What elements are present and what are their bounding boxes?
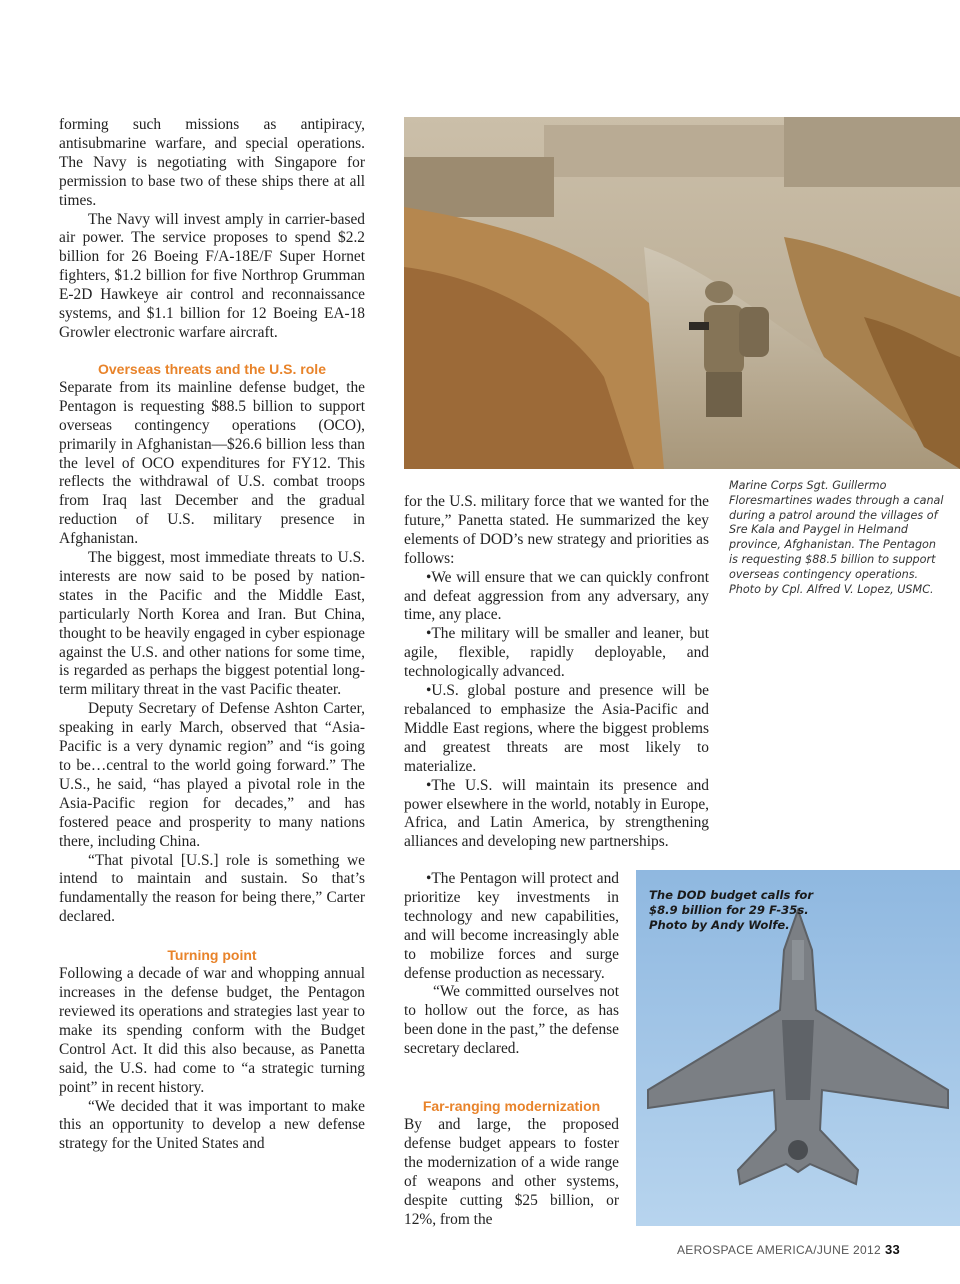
bullet-item: •U.S. global posture and presence will be rebalanced to emphasize the Asia-Pacific and Middle East regions, where the biggest problems and greatest threats are most likely to materialize.: [404, 682, 709, 775]
article-column-right-narrow-lower: [404, 1096, 619, 1229]
paragraph: Following a decade of war and whopping annual increases in the defense budget, the Pentagon reviewed its operations and strategies last year to make its spending conform with the Budget Control Act. It did this also because, as Panetta said, the U.S. had come to “a strategic turning point” in recent history.: [59, 965, 365, 1096]
marine-photo-caption: Marine Corps Sgt. Guillermo Floresmartines wades through a canal during a patrol around the villages of Sre Kala and Paygel in Helmand province, Afghanistan. The Pentagon is requesting $88.5 billion to support overseas contingency operations. Photo by Cpl. Alfred V. Lopez, USMC.: [729, 479, 944, 596]
bullet-item: •We will ensure that we can quickly confront and defeat aggression from any adversary, any time, any place.: [404, 568, 709, 624]
paragraph: “We decided that it was important to make this an opportunity to develop a new defense strategy for the United States and: [59, 1097, 365, 1153]
bullet-item: •The U.S. will maintain its presence and power elsewhere in the world, notably in Europe, Africa, and Latin America, by strengthening alliances and developing new partnerships.: [404, 776, 709, 851]
paragraph: forming such missions as antipiracy, antisubmarine warfare, and special operations. The Navy is negotiating with Singapore for permission to base two of these ships there at all times.: [59, 116, 365, 209]
paragraph: Separate from its mainline defense budget, the Pentagon is requesting $88.5 billion to support overseas contingency operations (OCO), primarily in Afghanistan—$26.6 billion less than the level of OCO expenditures for FY12. This reflects the withdrawal of U.S. combat troops from Iraq last December and the gradual reduction of U.S. military presence in Afghanistan.: [59, 378, 365, 548]
bullet-item: •The military will be smaller and leaner, but agile, flexible, rapidly deployable, and technologically advanced.: [404, 625, 709, 681]
section-heading-overseas: Overseas threats and the U.S. role: [98, 360, 326, 377]
paragraph: The biggest, most immediate threats to U.S. interests are now said to be posed by nation-states in the Pacific and the Middle East, particularly North Korea and Iran. But China, thought to be heavily engaged in cyber espionage against the U.S. and other nations for some time, is regarded as perhaps the biggest potential long-term military threat in the vast Pacific theater.: [59, 549, 365, 699]
marine-canal-photo: [404, 117, 960, 469]
article-column-left: [59, 116, 365, 1154]
paragraph: “We committed ourselves not to hollow out the force, as has been done in the past,” the defense secretary declared.: [404, 983, 619, 1058]
section-heading-modernization: Far-ranging modernization: [422, 1098, 601, 1114]
bullet-item: •The Pentagon will protect and prioritize key investments in technology and new capabilities, and will become increasingly able to mobilize forces and surge defense production as necessary.: [404, 870, 619, 982]
paragraph: “That pivotal [U.S.] role is something we intend to maintain and sustain. So that’s fundamentally the reason for being there,” Carter declared.: [59, 851, 365, 926]
paragraph: Deputy Secretary of Defense Ashton Carter, speaking in early March, observed that “Asia-Pacific is a very dynamic region” and “is going to be…central to the world going forward.” The U.S., he said, “has played a pivotal role in the Asia-Pacific region for decades,” and has fostered peace and prosperity to many nations there, including China.: [59, 700, 365, 850]
paragraph: The Navy will invest amply in carrier-based air power. The service proposes to spend $2.2 billion for 26 Boeing F/A-18E/F Super Hornet fighters, $1.2 billion for five Northrop Grumman E-2D Hawkeye air control and reconnaissance systems, and $1.1 billion for 12 Boeing EA-18 Growler electronic warfare aircraft.: [59, 210, 365, 341]
section-heading-turning-point: Turning point: [167, 947, 257, 964]
article-column-right: [404, 493, 709, 852]
page-number: 33: [884, 1242, 900, 1257]
marine-photo-illustration: [404, 117, 960, 469]
magazine-issue: AEROSPACE AMERICA/JUNE 2012: [676, 1243, 881, 1257]
article-column-right-narrow: [404, 870, 619, 1059]
paragraph: for the U.S. military force that we wanted for the future,” Panetta stated. He summarized the key elements of DOD’s new strategy and priorities as follows:: [404, 493, 709, 567]
page-footer: [677, 1242, 900, 1257]
paragraph: By and large, the proposed defense budget appears to foster the modernization of a wide range of weapons and other systems, despite cutting $25 billion, or 12%, from the: [404, 1116, 619, 1228]
jet-photo-caption: The DOD budget calls for $8.9 billion for 29 F-35s. Photo by Andy Wolfe.: [649, 888, 814, 932]
